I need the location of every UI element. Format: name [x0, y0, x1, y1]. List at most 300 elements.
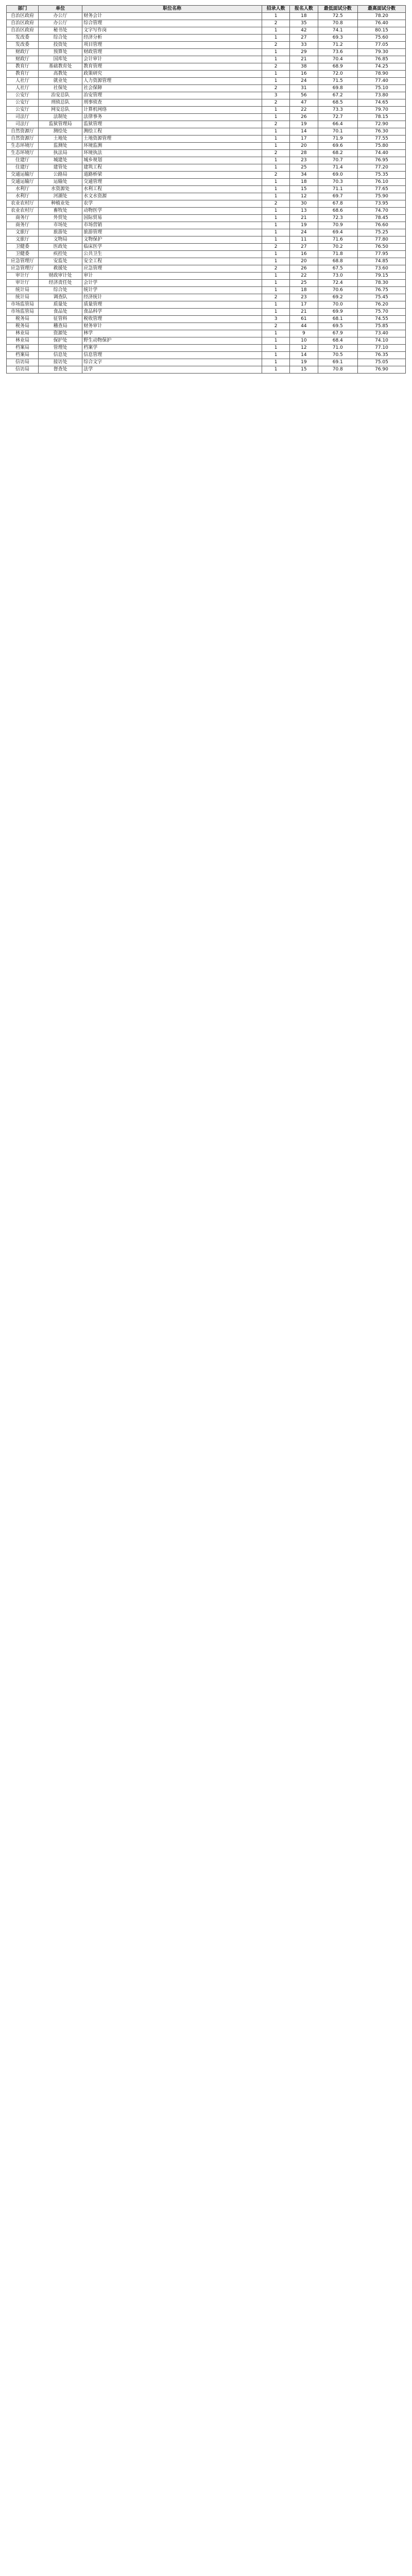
cell-unit: 稽查局 — [39, 323, 82, 330]
cell-min-score: 68.2 — [318, 150, 358, 157]
cell-position: 应急管理 — [82, 265, 262, 273]
table-row — [7, 150, 406, 157]
cell-applicants: 29 — [290, 49, 318, 56]
cell-applicants: 15 — [290, 186, 318, 193]
cell-position: 税收管理 — [82, 316, 262, 323]
cell-unit: 旅游处 — [39, 229, 82, 236]
table-row — [7, 179, 406, 186]
cell-position: 统计学 — [82, 287, 262, 294]
cell-quota: 1 — [262, 330, 290, 337]
table-row — [7, 244, 406, 251]
cell-position: 人力资源管理 — [82, 78, 262, 85]
header-max-score: 最高面试分数 — [358, 6, 406, 13]
cell-department: 财政厅 — [7, 49, 39, 56]
cell-position: 建筑工程 — [82, 164, 262, 172]
cell-position: 环境执法 — [82, 150, 262, 157]
cell-min-score: 70.0 — [318, 301, 358, 309]
cell-position: 教育管理 — [82, 63, 262, 71]
cell-department: 财政厅 — [7, 56, 39, 63]
cell-applicants: 25 — [290, 164, 318, 172]
cell-unit: 外贸处 — [39, 215, 82, 222]
cell-position: 档案学 — [82, 345, 262, 352]
cell-max-score: 77.40 — [358, 78, 406, 85]
cell-max-score: 74.10 — [358, 337, 406, 345]
cell-max-score: 75.10 — [358, 85, 406, 92]
cell-applicants: 19 — [290, 222, 318, 229]
cell-min-score: 69.0 — [318, 172, 358, 179]
cell-department: 教育厅 — [7, 63, 39, 71]
cell-max-score: 72.90 — [358, 121, 406, 128]
cell-unit: 城建处 — [39, 157, 82, 164]
cell-department: 统计局 — [7, 287, 39, 294]
cell-quota: 1 — [262, 301, 290, 309]
cell-position: 信息管理 — [82, 352, 262, 359]
table-row — [7, 20, 406, 27]
cell-min-score: 68.4 — [318, 337, 358, 345]
cell-applicants: 31 — [290, 85, 318, 92]
header-position: 职位名称 — [82, 6, 262, 13]
cell-department: 信访局 — [7, 359, 39, 366]
cell-department: 司法厅 — [7, 121, 39, 128]
table-row — [7, 265, 406, 273]
cell-max-score: 79.15 — [358, 273, 406, 280]
cell-position: 环境监测 — [82, 143, 262, 150]
cell-unit: 综合处 — [39, 287, 82, 294]
cell-quota: 1 — [262, 107, 290, 114]
cell-applicants: 34 — [290, 172, 318, 179]
cell-applicants: 23 — [290, 294, 318, 301]
cell-quota: 1 — [262, 208, 290, 215]
cell-department: 交通运输厅 — [7, 179, 39, 186]
cell-position: 林学 — [82, 330, 262, 337]
cell-department: 林业局 — [7, 330, 39, 337]
cell-applicants: 17 — [290, 135, 318, 143]
cell-quota: 1 — [262, 258, 290, 265]
cell-min-score: 70.4 — [318, 56, 358, 63]
header-min-score: 最低面试分数 — [318, 6, 358, 13]
table-row — [7, 49, 406, 56]
cell-position: 刑事侦查 — [82, 99, 262, 107]
cell-min-score: 71.0 — [318, 345, 358, 352]
cell-min-score: 68.8 — [318, 258, 358, 265]
cell-min-score: 67.9 — [318, 330, 358, 337]
table-row — [7, 92, 406, 99]
cell-min-score: 69.9 — [318, 309, 358, 316]
cell-position: 文字写作岗 — [82, 27, 262, 35]
cell-quota: 1 — [262, 35, 290, 42]
cell-min-score: 72.0 — [318, 71, 358, 78]
cell-min-score: 72.4 — [318, 280, 358, 287]
cell-min-score: 71.5 — [318, 78, 358, 85]
cell-position: 安全工程 — [82, 258, 262, 265]
cell-unit: 水资源处 — [39, 186, 82, 193]
cell-min-score: 71.1 — [318, 186, 358, 193]
cell-applicants: 26 — [290, 265, 318, 273]
cell-quota: 1 — [262, 359, 290, 366]
cell-unit: 高教处 — [39, 71, 82, 78]
cell-max-score: 74.65 — [358, 99, 406, 107]
cell-department: 发改委 — [7, 42, 39, 49]
cell-applicants: 9 — [290, 330, 318, 337]
cell-department: 商务厅 — [7, 215, 39, 222]
cell-quota: 1 — [262, 164, 290, 172]
cell-max-score: 75.90 — [358, 193, 406, 200]
table-row — [7, 114, 406, 121]
cell-min-score: 72.5 — [318, 13, 358, 20]
cell-unit: 法制处 — [39, 114, 82, 121]
cell-applicants: 16 — [290, 71, 318, 78]
cell-unit: 基础教育处 — [39, 63, 82, 71]
cell-department: 人社厅 — [7, 85, 39, 92]
cell-max-score: 77.20 — [358, 164, 406, 172]
cell-unit: 治安总队 — [39, 92, 82, 99]
cell-applicants: 24 — [290, 78, 318, 85]
cell-min-score: 69.4 — [318, 229, 358, 236]
cell-min-score: 73.6 — [318, 49, 358, 56]
cell-department: 文旅厅 — [7, 229, 39, 236]
cell-unit: 土地处 — [39, 135, 82, 143]
cell-unit: 监狱管理局 — [39, 121, 82, 128]
cell-min-score: 69.7 — [318, 193, 358, 200]
header-quota: 招录人数 — [262, 6, 290, 13]
cell-quota: 1 — [262, 143, 290, 150]
cell-department: 农业农村厅 — [7, 208, 39, 215]
cell-max-score: 76.35 — [358, 352, 406, 359]
cell-quota: 1 — [262, 251, 290, 258]
cell-position: 食品科学 — [82, 309, 262, 316]
cell-unit: 文物局 — [39, 236, 82, 244]
cell-position: 政策研究 — [82, 71, 262, 78]
cell-position: 城乡规划 — [82, 157, 262, 164]
cell-min-score: 72.7 — [318, 114, 358, 121]
cell-quota: 2 — [262, 121, 290, 128]
cell-max-score: 76.10 — [358, 179, 406, 186]
table-row — [7, 143, 406, 150]
cell-max-score: 75.80 — [358, 143, 406, 150]
cell-min-score: 68.5 — [318, 99, 358, 107]
cell-max-score: 73.80 — [358, 92, 406, 99]
cell-max-score: 77.10 — [358, 345, 406, 352]
table-row — [7, 56, 406, 63]
cell-applicants: 14 — [290, 128, 318, 135]
cell-max-score: 77.80 — [358, 236, 406, 244]
table-row — [7, 13, 406, 20]
cell-max-score: 76.40 — [358, 20, 406, 27]
table-row — [7, 236, 406, 244]
cell-max-score: 74.55 — [358, 316, 406, 323]
cell-quota: 1 — [262, 215, 290, 222]
cell-department: 人社厅 — [7, 78, 39, 85]
cell-applicants: 18 — [290, 179, 318, 186]
cell-max-score: 75.05 — [358, 359, 406, 366]
table-row — [7, 193, 406, 200]
table-row — [7, 323, 406, 330]
cell-max-score: 74.70 — [358, 208, 406, 215]
table-row — [7, 172, 406, 179]
cell-applicants: 56 — [290, 92, 318, 99]
cell-quota: 1 — [262, 337, 290, 345]
cell-department: 公安厅 — [7, 99, 39, 107]
cell-min-score: 66.4 — [318, 121, 358, 128]
cell-quota: 1 — [262, 157, 290, 164]
header-department: 部门 — [7, 6, 39, 13]
cell-department: 税务局 — [7, 316, 39, 323]
cell-quota: 1 — [262, 273, 290, 280]
cell-department: 交通运输厅 — [7, 172, 39, 179]
cell-applicants: 21 — [290, 215, 318, 222]
cell-applicants: 18 — [290, 13, 318, 20]
cell-quota: 1 — [262, 229, 290, 236]
score-table — [6, 5, 406, 374]
cell-applicants: 26 — [290, 114, 318, 121]
cell-quota: 1 — [262, 280, 290, 287]
cell-min-score: 69.8 — [318, 85, 358, 92]
cell-unit: 河湖处 — [39, 193, 82, 200]
table-row — [7, 366, 406, 374]
cell-department: 生态环境厅 — [7, 143, 39, 150]
cell-max-score: 75.25 — [358, 229, 406, 236]
cell-max-score: 77.65 — [358, 186, 406, 193]
cell-unit: 调查队 — [39, 294, 82, 301]
table-row — [7, 273, 406, 280]
cell-min-score: 73.3 — [318, 107, 358, 114]
cell-position: 经济统计 — [82, 294, 262, 301]
cell-applicants: 47 — [290, 99, 318, 107]
cell-department: 档案局 — [7, 345, 39, 352]
table-row — [7, 215, 406, 222]
cell-position: 公共卫生 — [82, 251, 262, 258]
cell-quota: 1 — [262, 78, 290, 85]
cell-applicants: 17 — [290, 301, 318, 309]
cell-unit: 资源处 — [39, 330, 82, 337]
cell-quota: 1 — [262, 135, 290, 143]
cell-applicants: 25 — [290, 280, 318, 287]
cell-max-score: 77.95 — [358, 251, 406, 258]
cell-department: 住建厅 — [7, 157, 39, 164]
table-row — [7, 27, 406, 35]
table-row — [7, 337, 406, 345]
table-header — [7, 6, 406, 13]
table-row — [7, 301, 406, 309]
cell-position: 计算机网络 — [82, 107, 262, 114]
table-row — [7, 345, 406, 352]
cell-max-score: 77.05 — [358, 42, 406, 49]
cell-min-score: 71.4 — [318, 164, 358, 172]
cell-quota: 2 — [262, 99, 290, 107]
cell-max-score: 75.85 — [358, 323, 406, 330]
header-row — [7, 6, 406, 13]
cell-unit: 预算处 — [39, 49, 82, 56]
cell-applicants: 14 — [290, 352, 318, 359]
cell-applicants: 30 — [290, 200, 318, 208]
cell-department: 税务局 — [7, 323, 39, 330]
cell-position: 水文水资源 — [82, 193, 262, 200]
table-row — [7, 229, 406, 236]
cell-position: 财务审计 — [82, 323, 262, 330]
table-row — [7, 186, 406, 193]
cell-unit: 运输处 — [39, 179, 82, 186]
cell-applicants: 19 — [290, 359, 318, 366]
cell-unit: 国库处 — [39, 56, 82, 63]
cell-max-score: 78.20 — [358, 13, 406, 20]
cell-min-score: 68.9 — [318, 63, 358, 71]
cell-max-score: 73.95 — [358, 200, 406, 208]
cell-min-score: 71.2 — [318, 42, 358, 49]
cell-min-score: 74.1 — [318, 27, 358, 35]
cell-quota: 2 — [262, 323, 290, 330]
table-row — [7, 35, 406, 42]
cell-position: 野生动物保护 — [82, 337, 262, 345]
cell-department: 水利厅 — [7, 193, 39, 200]
cell-unit: 市场处 — [39, 222, 82, 229]
cell-position: 财务会计 — [82, 13, 262, 20]
cell-quota: 1 — [262, 56, 290, 63]
cell-applicants: 18 — [290, 287, 318, 294]
cell-position: 经济分析 — [82, 35, 262, 42]
cell-department: 卫健委 — [7, 251, 39, 258]
cell-quota: 1 — [262, 49, 290, 56]
cell-unit: 种植业处 — [39, 200, 82, 208]
cell-applicants: 10 — [290, 337, 318, 345]
cell-applicants: 61 — [290, 316, 318, 323]
cell-quota: 1 — [262, 13, 290, 20]
cell-position: 监狱管理 — [82, 121, 262, 128]
cell-quota: 2 — [262, 42, 290, 49]
cell-department: 住建厅 — [7, 164, 39, 172]
cell-max-score: 73.60 — [358, 265, 406, 273]
cell-department: 市场监管局 — [7, 309, 39, 316]
cell-unit: 执法局 — [39, 150, 82, 157]
cell-applicants: 24 — [290, 229, 318, 236]
table-row — [7, 78, 406, 85]
cell-quota: 2 — [262, 63, 290, 71]
cell-unit: 接访处 — [39, 359, 82, 366]
cell-min-score: 69.2 — [318, 294, 358, 301]
cell-position: 社会保障 — [82, 85, 262, 92]
table-row — [7, 157, 406, 164]
cell-max-score: 78.30 — [358, 280, 406, 287]
cell-unit: 经济责任处 — [39, 280, 82, 287]
cell-unit: 管理处 — [39, 345, 82, 352]
cell-unit: 办公厅 — [39, 20, 82, 27]
cell-min-score: 71.9 — [318, 135, 358, 143]
cell-applicants: 19 — [290, 121, 318, 128]
cell-applicants: 20 — [290, 258, 318, 265]
cell-max-score: 78.15 — [358, 114, 406, 121]
cell-unit: 测绘处 — [39, 128, 82, 135]
table-row — [7, 208, 406, 215]
table-row — [7, 85, 406, 92]
table-row — [7, 107, 406, 114]
cell-position: 市场营销 — [82, 222, 262, 229]
cell-max-score: 76.75 — [358, 287, 406, 294]
cell-max-score: 80.15 — [358, 27, 406, 35]
cell-position: 会计学 — [82, 280, 262, 287]
cell-department: 生态环境厅 — [7, 150, 39, 157]
cell-position: 法律事务 — [82, 114, 262, 121]
cell-max-score: 76.30 — [358, 128, 406, 135]
header-applicants: 报名人数 — [290, 6, 318, 13]
cell-department: 应急管理厅 — [7, 265, 39, 273]
cell-unit: 财政审计处 — [39, 273, 82, 280]
cell-min-score: 69.5 — [318, 323, 358, 330]
cell-min-score: 70.9 — [318, 222, 358, 229]
table-row — [7, 352, 406, 359]
table-row — [7, 99, 406, 107]
cell-unit: 畜牧处 — [39, 208, 82, 215]
cell-max-score: 75.60 — [358, 35, 406, 42]
cell-quota: 2 — [262, 294, 290, 301]
cell-min-score: 71.6 — [318, 236, 358, 244]
cell-applicants: 12 — [290, 345, 318, 352]
cell-min-score: 69.1 — [318, 359, 358, 366]
cell-position: 综合文字 — [82, 359, 262, 366]
cell-unit: 建管处 — [39, 164, 82, 172]
cell-position: 动物医学 — [82, 208, 262, 215]
table-row — [7, 309, 406, 316]
cell-min-score: 70.8 — [318, 366, 358, 374]
cell-applicants: 23 — [290, 157, 318, 164]
cell-quota: 1 — [262, 236, 290, 244]
cell-applicants: 33 — [290, 42, 318, 49]
cell-max-score: 76.95 — [358, 157, 406, 164]
cell-quota: 1 — [262, 366, 290, 374]
table-row — [7, 42, 406, 49]
cell-department: 信访局 — [7, 366, 39, 374]
cell-max-score: 75.35 — [358, 172, 406, 179]
cell-department: 文旅厅 — [7, 236, 39, 244]
cell-department: 发改委 — [7, 35, 39, 42]
score-table-sheet — [6, 5, 406, 374]
cell-department: 档案局 — [7, 352, 39, 359]
cell-department: 商务厅 — [7, 222, 39, 229]
cell-applicants: 15 — [290, 366, 318, 374]
table-row — [7, 200, 406, 208]
cell-quota: 1 — [262, 71, 290, 78]
cell-min-score: 70.2 — [318, 244, 358, 251]
cell-min-score: 70.6 — [318, 287, 358, 294]
cell-unit: 医政处 — [39, 244, 82, 251]
cell-position: 文物保护 — [82, 236, 262, 244]
cell-max-score: 74.25 — [358, 63, 406, 71]
cell-department: 卫健委 — [7, 244, 39, 251]
cell-department: 自治区政府 — [7, 27, 39, 35]
cell-unit: 网安总队 — [39, 107, 82, 114]
cell-department: 统计局 — [7, 294, 39, 301]
cell-unit: 征管科 — [39, 316, 82, 323]
cell-unit: 社保处 — [39, 85, 82, 92]
cell-min-score: 70.1 — [318, 128, 358, 135]
cell-min-score: 70.3 — [318, 179, 358, 186]
cell-max-score: 76.85 — [358, 56, 406, 63]
cell-quota: 2 — [262, 150, 290, 157]
cell-min-score: 70.8 — [318, 20, 358, 27]
table-row — [7, 121, 406, 128]
table-row — [7, 359, 406, 366]
cell-quota: 2 — [262, 200, 290, 208]
cell-position: 土地资源管理 — [82, 135, 262, 143]
cell-department: 审计厅 — [7, 280, 39, 287]
cell-position: 财政管理 — [82, 49, 262, 56]
cell-applicants: 28 — [290, 150, 318, 157]
table-row — [7, 330, 406, 337]
cell-min-score: 69.6 — [318, 143, 358, 150]
cell-unit: 监测处 — [39, 143, 82, 150]
cell-position: 临床医学 — [82, 244, 262, 251]
cell-position: 测绘工程 — [82, 128, 262, 135]
cell-position: 水利工程 — [82, 186, 262, 193]
cell-unit: 综合处 — [39, 35, 82, 42]
